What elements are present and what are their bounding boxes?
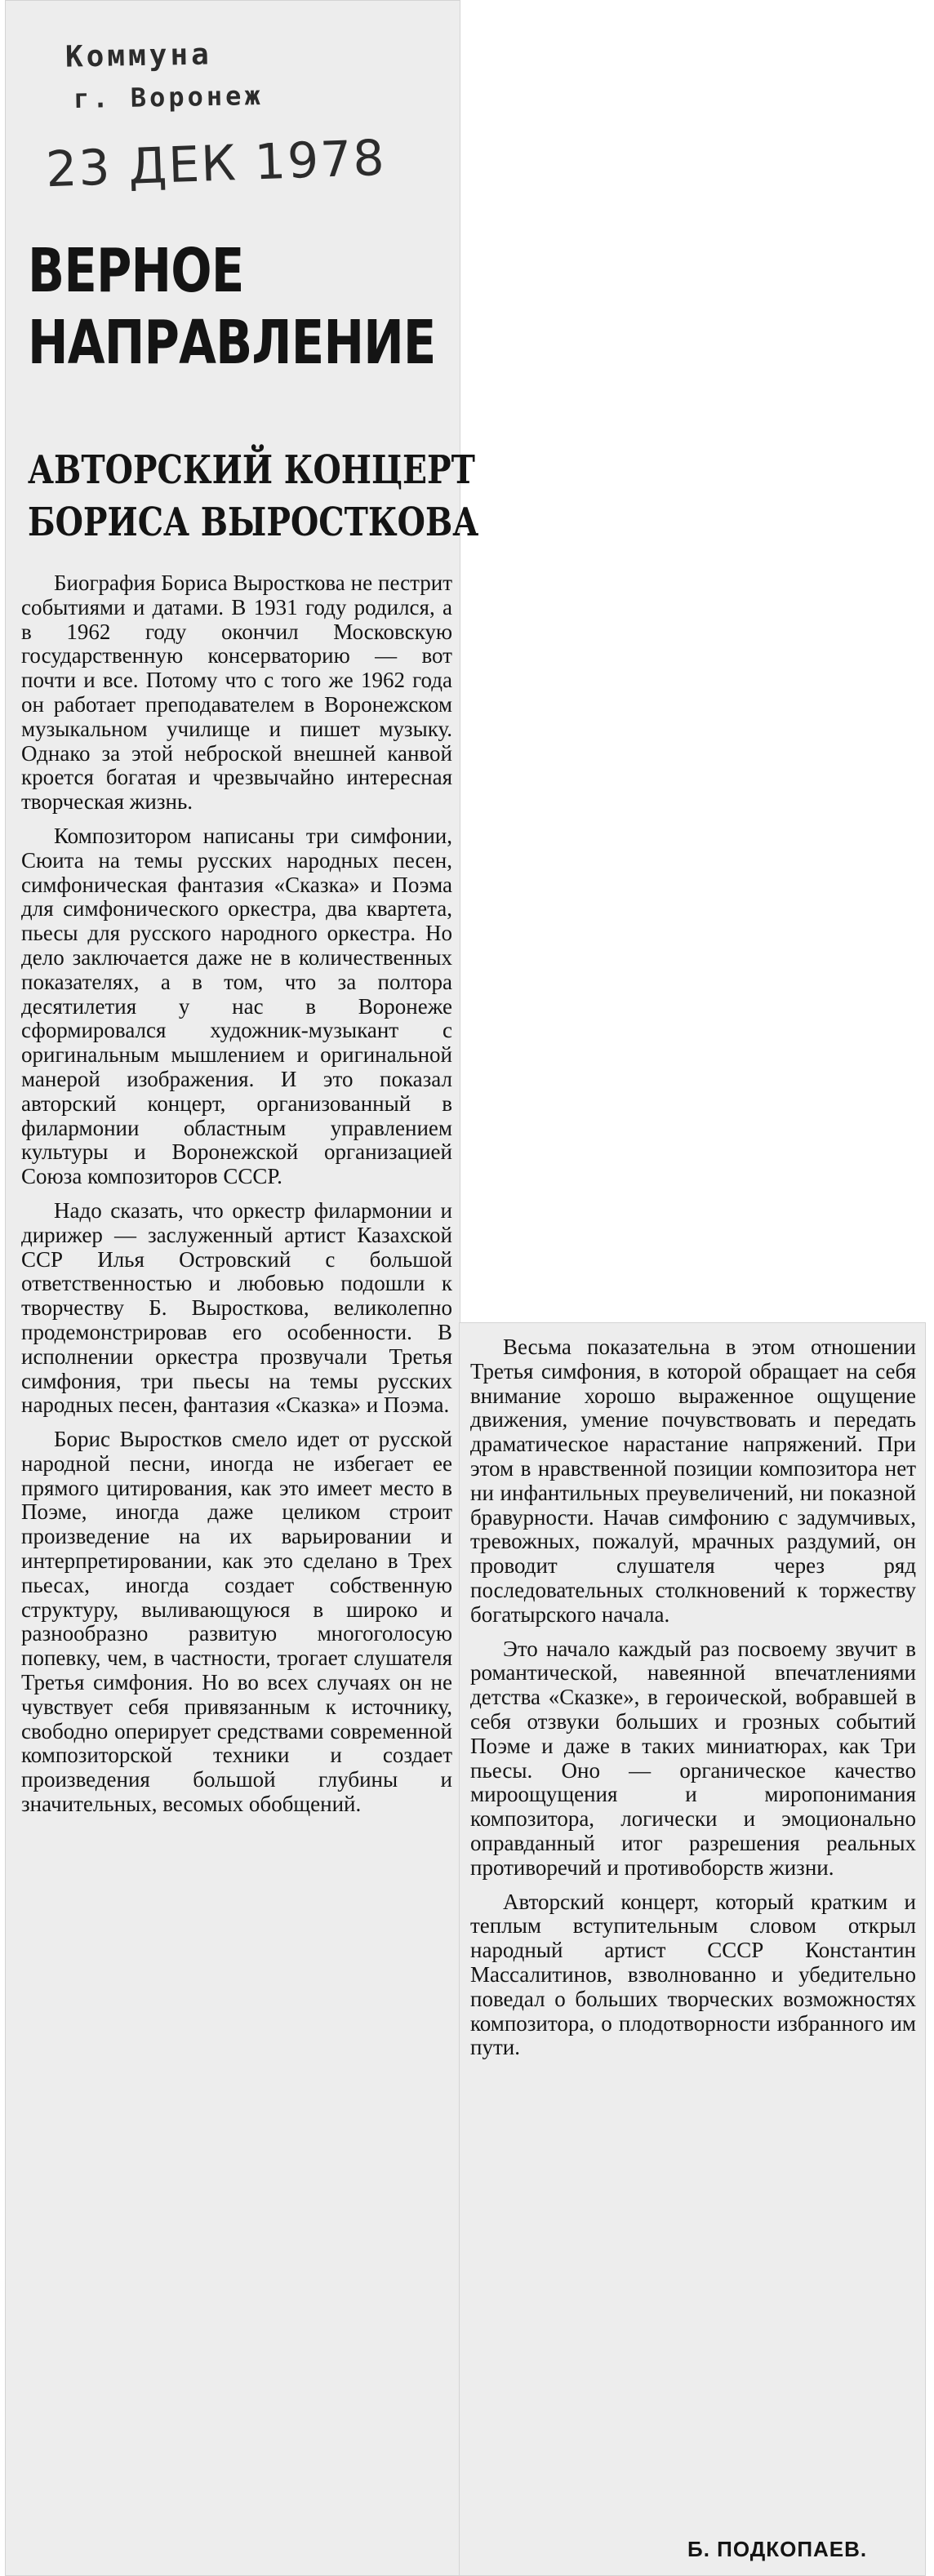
article-column-right (470, 1335, 916, 2527)
subheadline-line-2: БОРИСА ВЫРОСТКОВА (28, 500, 479, 545)
article-column-left (21, 571, 452, 2563)
author-signature: Б. ПОДКОПАЕВ. (687, 2537, 868, 2561)
article-paragraph: Весьма показательна в этом отношении Третья симфония, в которой обращает на себя внимание хорошо выраженное ощущение движения, умение почувствовать и передать драматическое нарастание напряжений. При этом в нравственной позиции композитора нет ни инфантильных преувеличений, ни показной бравурности. Начав симфонию с задумчивых, тревожных, пожалуй, мрачных раздумий, он проводит слушателя через ряд последовательных столкновений к торжеству богатырского начала. (470, 1335, 916, 1627)
article-paragraph: Авторский концерт, который кратким и теплым вступительным словом открыл народный артист СССР Константин Массалитинов, взволнованно и убедительно поведал о больших творческих возможностях композитора, о плодотворности избранного им пути. (470, 1889, 916, 2060)
library-stamp-date: 23 ДЕК 1978 (44, 129, 387, 199)
article-paragraph: Композитором написаны три симфонии, Сюита на темы русских народных песен, симфоническая фантазия «Сказка» и Поэма для симфонического оркестра, два квартета, пьесы для русского народного оркестра. Но дело заключается даже не в количественных показателях, а в том, что за полтора десятилетия у нас в Воронеже сформировался художник-музыкант с оригинальным мышлением и оригинальной манерой изображения. И это показал авторский концерт, организованный в филармонии областным управлением культуры и Воронежской организацией Союза композиторов СССР. (21, 823, 452, 1189)
article-headline (28, 235, 436, 379)
article-paragraph: Надо сказать, что оркестр филармонии и дирижер — заслуженный артист Казахской ССР Илья Островский с большой ответственностью и любовью подошли к творчеству Б. Выросткова, великолепно продемонстрировав его особенности. В исполнении оркестра прозвучали Третья симфония, три пьесы на темы русских народных песен, фантазия «Сказка» и Поэма. (21, 1197, 452, 1418)
library-stamp-newspaper: Коммуна (64, 38, 213, 74)
article-paragraph: Биография Бориса Выросткова не пестрит событиями и датами. В 1931 году родился, а в 1962 году окончил Московскую государственную консерваторию — вот почти и все. Потому что с того же 1962 года он работает преподавателем в Воронежском музыкальном училище и пишет музыку. Однако за этой неброской внешней канвой кроется богатая и чрезвычайно интересная творческая жизнь. (21, 571, 452, 815)
subheadline-line-1: АВТОРСКИЙ КОНЦЕРТ (28, 447, 475, 493)
article-paragraph: Борис Выростков смело идет от русской народной песни, иногда не избегает ее прямого цитирования, как это имеет место в Поэме, иногда даже целиком строит произведение на их варьировании и интерпретировании, как это сделано в Трех пьесах, иногда создает собственную структуру, выливающуюся в широко и разнообразно развитую многоголосую попевку, чем, в частности, трогает слушателя Третья симфония. Но во всех случаях он не чувствует себя привязанным к источнику, свободно оперирует средствами современной композиторской техники и создает произведения большой глубины и значительных, весомых обобщений. (21, 1427, 452, 1817)
library-stamp-city: г. Воронеж (73, 79, 264, 115)
article-subheadline (28, 444, 478, 549)
headline-line-2: НАПРАВЛЕНИЕ (28, 308, 436, 378)
article-paragraph: Это начало каждый раз посвоему звучит в романтической, навеянной впечатлениями детства «Сказке», в героической, вобравшей в себя отзвуки больших и грозных событий Поэме и даже в таких миниатюрах, как Три пьесы. Оно — органическое качество мироощущения и миропонимания композитора, логически и эмоционально оправданный итог разрешения реальных противоречий и противоборств жизни. (470, 1636, 916, 1880)
headline-line-1: ВЕРНОЕ (28, 236, 244, 306)
